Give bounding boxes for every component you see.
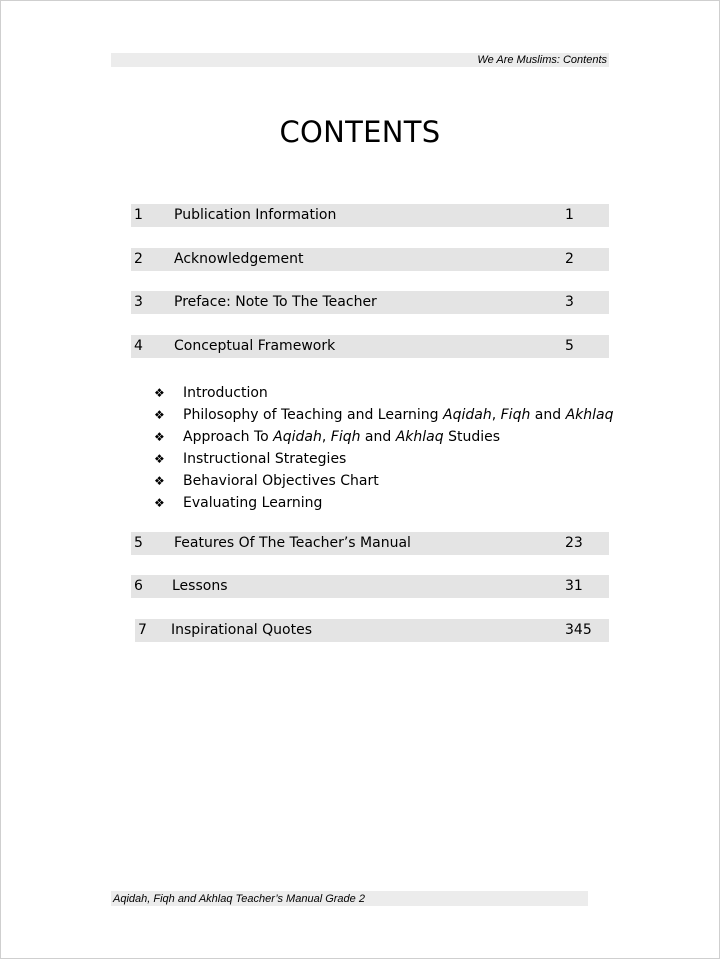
toc-label: Conceptual Framework bbox=[174, 338, 336, 354]
subsection-label: Introduction bbox=[183, 385, 268, 401]
toc-entry-lessons bbox=[131, 575, 609, 598]
toc-entry-conceptual-framework bbox=[131, 335, 609, 358]
toc-number: 2 bbox=[134, 251, 143, 267]
toc-label: Features Of The Teacher’s Manual bbox=[174, 535, 411, 551]
running-header: We Are Muslims: Contents bbox=[477, 54, 607, 66]
toc-label: Inspirational Quotes bbox=[171, 622, 312, 638]
toc-page-number: 31 bbox=[565, 578, 583, 594]
subsection-label: Instructional Strategies bbox=[183, 451, 347, 467]
toc-entry-inspirational-quotes bbox=[135, 619, 609, 642]
toc-entry-preface bbox=[131, 291, 609, 314]
page-title: CONTENTS bbox=[279, 115, 441, 149]
toc-label: Acknowledgement bbox=[174, 251, 304, 267]
toc-page-number: 2 bbox=[565, 251, 574, 267]
diamond-bullet-icon: ❖ bbox=[154, 452, 165, 466]
toc-number: 6 bbox=[134, 578, 143, 594]
diamond-bullet-icon: ❖ bbox=[154, 408, 165, 422]
toc-number: 1 bbox=[134, 207, 143, 223]
toc-label: Preface: Note To The Teacher bbox=[174, 294, 377, 310]
toc-page-number: 5 bbox=[565, 338, 574, 354]
toc-entry-acknowledgement bbox=[131, 248, 609, 271]
toc-page-number: 345 bbox=[565, 622, 592, 638]
diamond-bullet-icon: ❖ bbox=[154, 430, 165, 444]
diamond-bullet-icon: ❖ bbox=[154, 496, 165, 510]
subsection-label: Philosophy of Teaching and Learning Aqidah, Fiqh and Akhlaq bbox=[183, 407, 614, 423]
subsection-label: Approach To Aqidah, Fiqh and Akhlaq Studies bbox=[183, 429, 501, 445]
toc-number: 4 bbox=[134, 338, 143, 354]
toc-number: 5 bbox=[134, 535, 143, 551]
toc-entry-publication-information bbox=[131, 204, 609, 227]
toc-label: Lessons bbox=[172, 578, 228, 594]
toc-page-number: 1 bbox=[565, 207, 574, 223]
diamond-bullet-icon: ❖ bbox=[154, 474, 165, 488]
toc-number: 3 bbox=[134, 294, 143, 310]
running-footer: Aqidah, Fiqh and Akhlaq Teacher’s Manual Grade 2 bbox=[113, 893, 365, 905]
subsection-label: Evaluating Learning bbox=[183, 495, 323, 511]
toc-page-number: 3 bbox=[565, 294, 574, 310]
diamond-bullet-icon: ❖ bbox=[154, 386, 165, 400]
toc-number: 7 bbox=[138, 622, 147, 638]
subsection-label: Behavioral Objectives Chart bbox=[183, 473, 379, 489]
toc-page-number: 23 bbox=[565, 535, 583, 551]
toc-label: Publication Information bbox=[174, 207, 337, 223]
toc-entry-features bbox=[131, 532, 609, 555]
